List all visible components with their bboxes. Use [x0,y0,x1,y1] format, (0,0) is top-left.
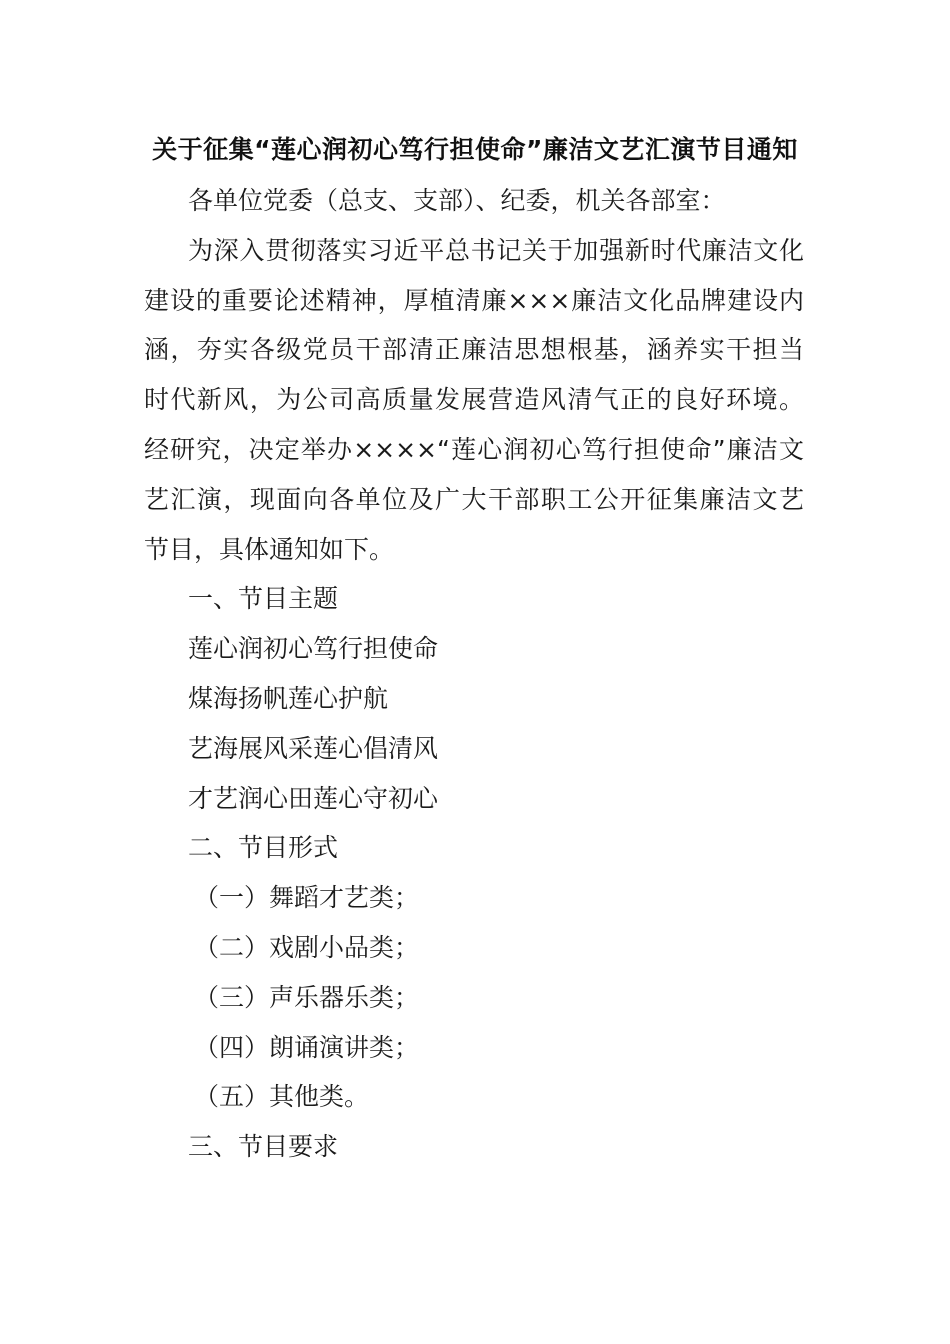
intro-line: 为深入贯彻落实习近平总书记关于加强新时代廉洁文化 [188,235,804,265]
section-heading: 三、节目要求 [188,1132,339,1162]
section-heading: 一、节目主题 [188,584,339,614]
form-item: （二）戏剧小品类； [194,932,420,962]
intro-line: 建设的重要论述精神，厚植清廉×××廉洁文化品牌建设内 [144,285,804,315]
salutation: 各单位党委（总支、支部）、纪委，机关各部室： [188,186,726,215]
form-item: （三）声乐器乐类； [194,982,420,1012]
intro-line: 经研究，决定举办××××“莲心润初心笃行担使命”廉洁文 [144,434,804,464]
form-item: （五）其他类。 [194,1082,370,1112]
intro-line: 艺汇演，现面向各单位及广大干部职工公开征集廉洁文艺 [144,484,804,514]
theme-item: 才艺润心田莲心守初心 [188,783,439,813]
theme-item: 煤海扬帆莲心护航 [188,683,389,713]
intro-line: 时代新风，为公司高质量发展营造风清气正的良好环境。 [144,385,804,415]
document-body [144,176,804,1172]
document-title: 关于征集“莲心润初心笃行担使命”廉洁文艺汇演节目通知 [152,135,798,164]
intro-line: 节目，具体通知如下。 [144,534,395,564]
theme-item: 艺海展风采莲心倡清风 [188,733,439,763]
section-heading: 二、节目形式 [188,833,339,863]
form-item: （四）朗诵演讲类； [194,1032,420,1062]
theme-item: 莲心润初心笃行担使命 [188,634,439,664]
intro-line: 涵，夯实各级党员干部清正廉洁思想根基，涵养实干担当 [144,335,804,365]
form-item: （一）舞蹈才艺类； [194,883,420,913]
